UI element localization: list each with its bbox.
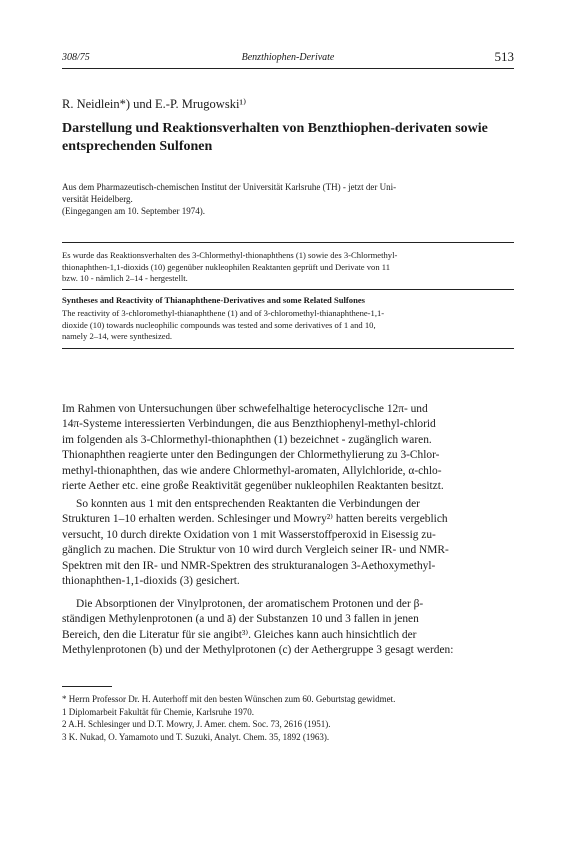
institute-info	[62, 181, 514, 217]
header-rule	[62, 68, 514, 69]
text-line: im folgenden als 3-Chlormethyl-thionaphthen (1) bezeichnet - zugänglich waren.	[62, 433, 432, 446]
footnote-rule	[62, 686, 112, 687]
text-line: Strukturen 1–10 erhalten werden. Schlesinger und Mowry²⁾ hatten bereits vergeblich	[62, 513, 448, 526]
text-line: Spektren mit den IR- und NMR-Spektren des strukturanalogen 3-Aethoxymethyl-	[62, 559, 436, 572]
running-title: Benzthiophen-Derivate	[241, 52, 335, 63]
text-line: Bereich, den die Literatur für sie angibt³⁾. Gleiches kann auch hinsichtlich der	[62, 628, 417, 641]
abstract-german	[62, 250, 514, 285]
footnotes	[62, 693, 514, 743]
abstract-line: dioxide (10) towards nucleophilic compounds was tested and some derivatives of 1 and 10,	[62, 319, 376, 330]
text-line: versucht, 10 durch direkte Oxidation von 1 mit Wasserstoffperoxid in Eisessig zu-	[62, 528, 436, 541]
text-line: Thionaphthen reagierte unter den Bedingungen der Chlormethylierung zu 3-Chlor-	[62, 449, 440, 462]
text-line: gänglich zu machen. Die Struktur von 10 wird durch Vergleich seiner IR- und NMR-	[62, 544, 449, 557]
text-line: Methylenprotonen (b) und der Methylprotonen (c) der Aethergruppe 3 gesagt werden:	[62, 644, 454, 657]
abstract-english-heading: Syntheses and Reactivity of Thianaphthene-Derivatives and some Related Sulfones	[62, 295, 366, 305]
article-title	[62, 120, 514, 156]
abstract-mid-rule	[62, 289, 514, 290]
abstract-line: The reactivity of 3-chloromethyl-thianaphthene (1) and of 3-chloromethyl-thianaphthene-1,1-	[62, 308, 385, 318]
abstract-line: namely 2–14, were synthesized.	[62, 331, 173, 341]
paragraph-3	[62, 597, 514, 659]
text-line: So konnten aus 1 mit den entsprechenden Reaktanten die Verbindungen der	[76, 498, 420, 510]
running-header	[62, 49, 514, 68]
abstract-line: Es wurde das Reaktionsverhalten des 3-Chlormethyl-thionaphthens (1) sowie des 3-Chlormethyl-	[62, 250, 398, 260]
text-line: ständigen Methylenprotonen (a und ā) der Substanzen 10 und 3 fallen in jenen	[62, 613, 419, 626]
title-line: entsprechenden Sulfonen	[62, 139, 213, 154]
institute-line: Aus dem Pharmazeutisch-chemischen Institut der Universität Karlsruhe (TH) - jetzt der Uni-	[62, 182, 397, 192]
received-date: (Eingegangen am 10. September 1974).	[62, 206, 205, 216]
abstract-english	[62, 308, 514, 343]
footnote: * Herrn Professor Dr. H. Auterhoff mit den besten Wünschen zum 60. Geburtstag gewidmet.	[62, 694, 396, 704]
abstract-bottom-rule	[62, 348, 514, 349]
footnote: 3 K. Nukad, O. Yamamoto und T. Suzuki, Analyt. Chem. 35, 1892 (1963).	[62, 731, 330, 742]
institute-line: versität Heidelberg.	[62, 194, 133, 204]
text-line: methyl-thionaphthen, das wie andere Chlormethyl-aromaten, Allylchloride, α-chlo-	[62, 464, 442, 477]
footnote: 1 Diplomarbeit Fakultät für Chemie, Karlsruhe 1970.	[62, 706, 254, 717]
text-line: thionaphthen-1,1-dioxids (3) gesichert.	[62, 575, 240, 588]
text-line: rierte Aether etc. eine große Reaktivität gegenüber nukleophilen Reaktanten besitzt.	[62, 480, 444, 493]
title-line: Darstellung und Reaktionsverhalten von Benzthiophen-derivaten sowie	[62, 121, 488, 136]
text-line: Im Rahmen von Untersuchungen über schwefelhaltige heterocyclische 12π- und	[62, 403, 428, 415]
footnote: 2 A.H. Schlesinger und D.T. Mowry, J. Amer. chem. Soc. 73, 2616 (1951).	[62, 719, 331, 729]
paragraph-2	[62, 497, 514, 589]
page-code: 308/75	[62, 52, 90, 63]
text-line: 14π-Systeme interessierten Verbindungen, die aus Benzthiophenyl-methyl-chlorid	[62, 418, 436, 431]
paragraph-1	[62, 402, 514, 494]
abstract-top-rule	[62, 242, 514, 243]
abstract-line: thionaphthen-1,1-dioxids (10) gegenüber nukleophilen Reaktanten geprüft und Derivate von 11	[62, 261, 391, 272]
abstract-line: bzw. 10 - nämlich 2–14 - hergestellt.	[62, 273, 188, 283]
page-number: 513	[494, 49, 514, 64]
text-line: Die Absorptionen der Vinylprotonen, der aromatischem Protonen und der β-	[76, 598, 424, 610]
authors: R. Neidlein*) und E.-P. Mrugowski¹⁾	[62, 97, 247, 111]
